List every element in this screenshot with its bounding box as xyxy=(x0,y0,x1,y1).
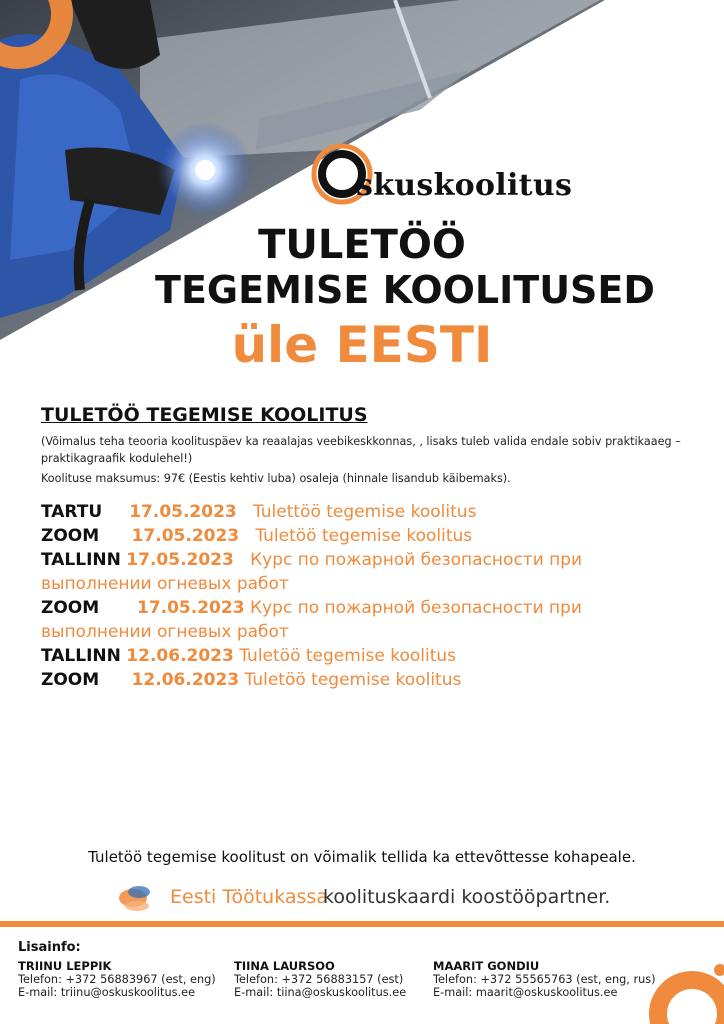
brand-name: skuskoolitus xyxy=(356,168,573,203)
schedule-course: Tuletöö tegemise koolitus xyxy=(255,526,473,546)
order-note: Tuletöö tegemise koolitust on võimalik tellida ka ettevõttesse kohapeale. xyxy=(88,848,636,866)
schedule-course: Tuletöö tegemise koolitus xyxy=(239,646,457,666)
schedule-date: 12.06.2023 xyxy=(126,646,234,666)
schedule-city: TALLINN xyxy=(41,646,121,666)
contact-card xyxy=(234,960,406,999)
footer-divider xyxy=(0,921,724,927)
schedule-date: 17.05.2023 xyxy=(131,526,240,546)
contact-name: TIINA LAURSOO xyxy=(234,959,335,973)
schedule-row xyxy=(41,548,691,596)
course-note: (Võimalus teha teooria koolituspäev ka reaalajas veebikeskkonnas, , lisaks tuleb valida endale sobiv praktikaaeg – praktikagraafik kodulehel!) xyxy=(41,435,681,465)
tootukassa-logo-icon xyxy=(115,878,163,918)
schedule-city: ZOOM xyxy=(41,526,100,546)
contact-name: TRIINU LEPPIK xyxy=(18,959,112,973)
contact-phone: Telefon: +372 55565763 (est, eng, rus) xyxy=(433,973,656,986)
contact-email: E-mail: tiina@oskuskoolitus.ee xyxy=(234,986,407,999)
schedule-city: ZOOM xyxy=(41,670,100,690)
schedule-course: Курс по пожарной безопасности при выполнении огневых работ xyxy=(41,598,582,642)
schedule-row xyxy=(41,668,691,692)
headline-line3: üle EESTI xyxy=(231,316,493,374)
schedule-date: 17.05.2023 xyxy=(126,550,234,570)
schedule-row xyxy=(41,500,691,524)
contact-phone: Telefon: +372 56883967 (est, eng) xyxy=(18,973,216,986)
schedule-course: Tuletöö tegemise koolitus xyxy=(244,670,462,690)
schedule-course: Tulettöö tegemise koolitus xyxy=(252,502,477,522)
schedule-date: 12.06.2023 xyxy=(131,670,240,690)
partner-name: Eesti Töötukassa xyxy=(170,886,328,908)
contact-name: MAARIT GONDIU xyxy=(433,959,540,973)
schedule-course: Курс по пожарной безопасности при выполнении огневых работ xyxy=(41,550,583,594)
contact-card xyxy=(433,960,656,999)
schedule-date: 17.05.2023 xyxy=(129,502,237,522)
contact-card xyxy=(18,960,216,999)
contact-email: E-mail: triinu@oskuskoolitus.ee xyxy=(18,986,196,999)
contact-email: E-mail: maarit@oskuskoolitus.ee xyxy=(433,986,618,999)
contact-phone: Telefon: +372 56883157 (est) xyxy=(234,973,404,986)
brand-logo xyxy=(308,140,598,210)
headline-line1: TULETÖÖ xyxy=(258,222,466,268)
schedule-city: ZOOM xyxy=(41,598,100,618)
schedule-city: TARTU xyxy=(41,502,103,522)
schedule-row xyxy=(41,524,691,548)
schedule-city: TALLINN xyxy=(41,550,121,570)
footer-title: Lisainfo: xyxy=(18,940,81,955)
corner-ring-icon xyxy=(640,962,724,1024)
schedule-list xyxy=(41,500,691,692)
course-title: TULETÖÖ TEGEMISE KOOLITUS xyxy=(41,404,368,426)
schedule-row xyxy=(41,644,691,668)
partner-line xyxy=(115,878,635,918)
schedule-date: 17.05.2023 xyxy=(136,598,245,618)
partner-text: koolituskaardi koostööpartner. xyxy=(323,886,611,908)
headline-line2: TEGEMISE KOOLITUSED xyxy=(155,268,655,312)
course-price: Koolituse maksumus: 97€ (Eestis kehtiv luba) osaleja (hinnale lisandub käibemaks). xyxy=(41,472,511,485)
schedule-row xyxy=(41,596,691,644)
